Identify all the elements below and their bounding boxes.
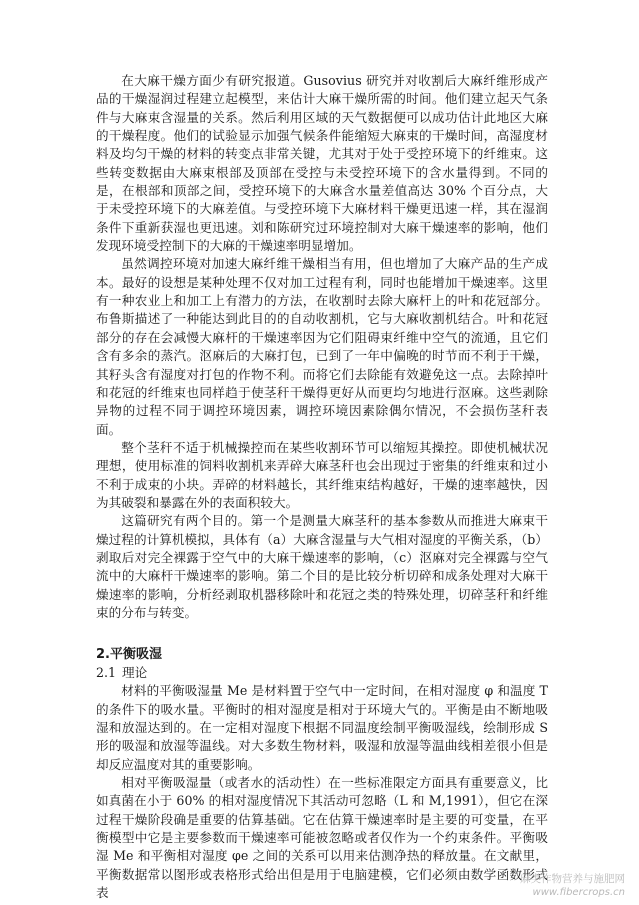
body-paragraph: 这篇研究有两个目的。第一个是测量大麻茎秆的基本参数从而推进大麻束干燥过程的计算机模拟，具体有（a）大麻含湿量与大气相对湿度的平衡关系，（b）剥取后对完全裸露于空气中的大麻干燥速率的影响，（c）沤麻对完全裸露与空气流中的大麻杆干燥速率的影响。第二个目的是比较分析切碎和成条处理对大麻干燥速率的影响，分析经剥取机器移除叶和花冠之类的特殊处理，切碎茎秆和纤维束的分布与转变。 — [96, 513, 548, 620]
subsection-number: 2.1 — [96, 665, 117, 681]
subsection-title: 理论 — [122, 665, 148, 681]
site-watermark — [520, 873, 625, 899]
body-paragraph: 整个茎秆不适于机械操控而在某些收割环节可以缩短其操控。即使机械状况理想，使用标准的饲料收割机来弄碎大麻茎秆也会出现过于密集的纤维束和过小不利于成束的小块。弄碎的材料越长，其纤维束结构越好，干燥的速率越快，因为其破裂和暴露在外的表面积较大。 — [96, 439, 548, 510]
section-heading: 2.平衡吸湿 — [96, 647, 162, 663]
watermark-site-name: 麻类作物营养与施肥网 — [520, 873, 625, 885]
watermark-url: www.fibercrops.cn — [532, 887, 625, 898]
body-paragraph: 在大麻干燥方面少有研究报道。Gusovius 研究并对收割后大麻纤维形成产品的干燥湿润过程建立起模型，来估计大麻干燥所需的时间。他们建立起天气条件与大麻束含湿量的关系。然后利用区域的天气数据便可以成功估计此地区大麻的干燥程度。他们的试验显示加强气候条件能缩短大麻束的干燥时间，高湿度材料及均匀干燥的材料的转变点非常关键，尤其对于处于受控环境下的纤维束。这些转变数据由大麻束根部及顶部在受控与未受控环境下的含水量得到。不同的是，在根部和顶部之间，受控环境下的大麻含水量差值高达 30% 个百分点，大于未受控环境下的大麻差值。与受控环境下大麻材料干燥更迅速一样，其在湿润条件下重新获湿也更迅速。刘和陈研究过环境控制对大麻干燥速率的影响，他们发现环境受控制下的大麻的干燥速率明显增加。 — [96, 73, 548, 254]
document-page — [96, 72, 548, 902]
paragraph-spacer — [96, 622, 548, 640]
body-paragraph: 虽然调控环境对加速大麻纤维干燥相当有用，但也增加了大麻产品的生产成本。最好的设想是某种处理不仅对加工过程有利，同时也能增加干燥速率。这里有一种农业上和加工上有潜力的方法，在收割时去除大麻杆上的叶和花冠部分。布鲁斯描述了一种能达到此目的的自动收割机，它与大麻收割机结合。叶和花冠部分的存在会减慢大麻杆的干燥速率因为它们阻碍束纤维中空气的流通，且它们含有多余的蒸汽。沤麻后的大麻打包，已到了一年中偏晚的时节而不利于干燥，其籽头含有湿度对打包的作物不利。而将它们去除能有效避免这一点。去除掉叶和花冠的纤维束也同样趋于使茎秆干燥得更好从而更均匀地进行沤麻。这些剥除异物的过程不同于调控环境因素，调控环境因素除偶尔情况，不会损伤茎秆表面。 — [96, 256, 548, 437]
subsection-heading — [96, 664, 548, 682]
body-paragraph: 材料的平衡吸湿量 Me 是材料置于空气中一定时间，在相对湿度 φ 和温度 T 的条件下的吸水量。平衡时的相对湿度是相对于环境大气的。平衡是由不断地吸湿和放湿达到的。在一定相对湿度下根据不同温度绘制平衡吸湿线，绘制形成 S 形的吸湿和放湿等温线。对大多数生物材料，吸湿和放湿等温曲线相差很小但是却反应温度对其的重要影响。 — [96, 683, 548, 772]
body-paragraph: 相对平衡吸湿量（或者水的活动性）在一些标准限定方面具有重要意义，比如真菌在小于 60% 的相对湿度情况下其活动可忽略（L 和 M,1991），但它在深过程干燥阶段确是重要的估算基础。它在估算干燥速率时是主要的可变量，在平衡模型中它是主要参数而干燥速率可能被忽略或者仅作为一个约束条件。平衡吸湿 Me 和平衡相对湿度 φe 之间的关系可以用来估测净热的释放量。在文献里，平衡数据常以图形或表格形式给出但是用于电脑建模，它们必须由数学函数形式表 — [96, 775, 548, 901]
